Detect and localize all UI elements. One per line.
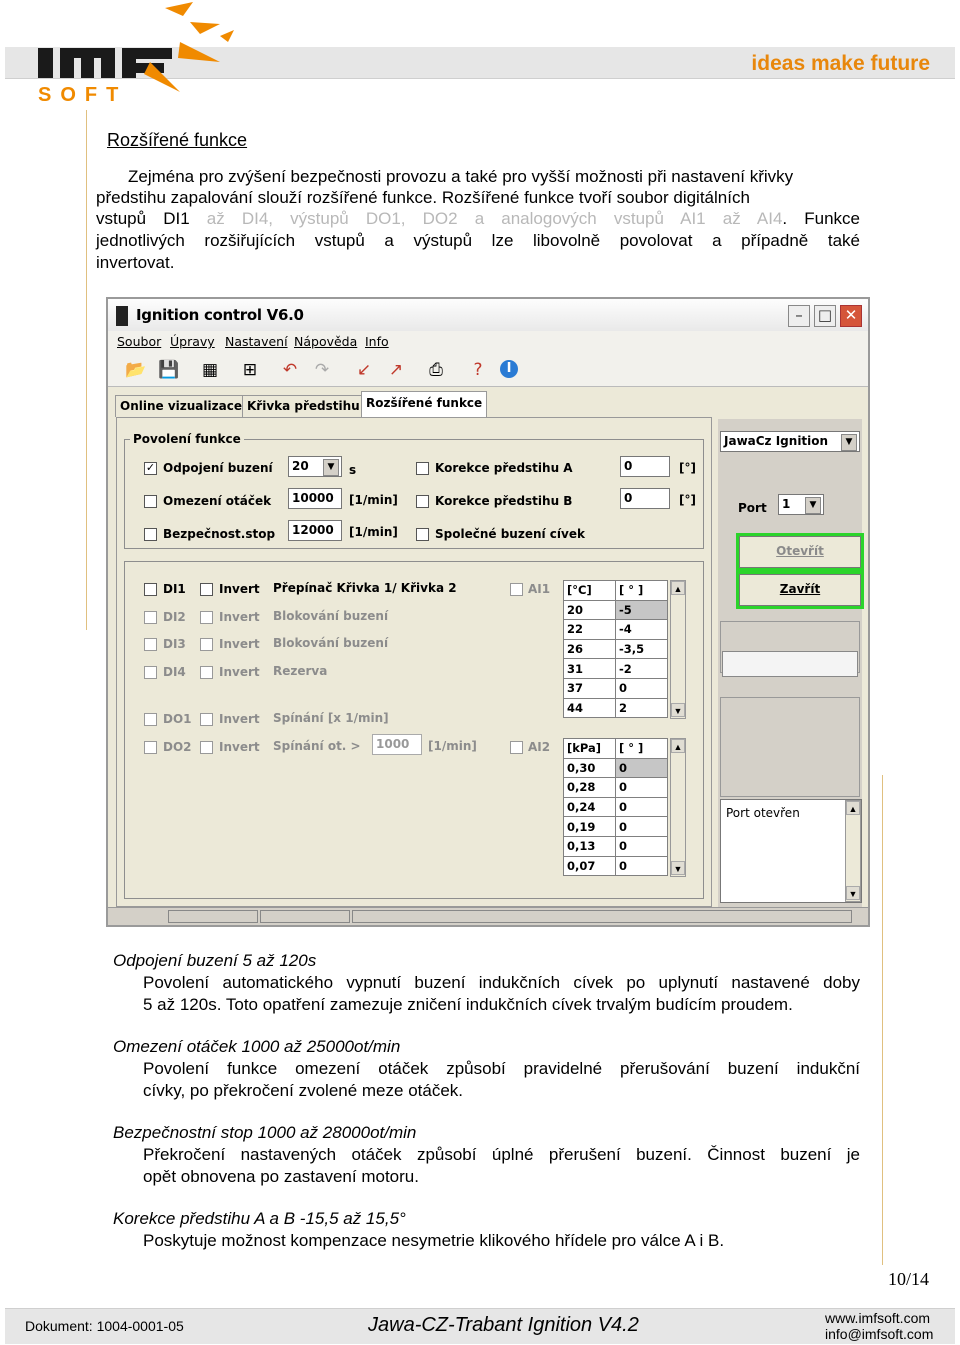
chevron-down-icon: ▼: [323, 459, 339, 476]
do2-input[interactable]: 1000: [372, 734, 422, 755]
header-cell: [kPa]: [564, 739, 616, 759]
table-row: [564, 620, 668, 640]
scroll-down-icon[interactable]: ▼: [671, 703, 685, 717]
table-cell[interactable]: 22: [564, 620, 616, 640]
do1-invert-label: Invert: [219, 712, 260, 726]
do2-description: Spínání ot. >: [273, 739, 361, 753]
do1-invert-checkbox[interactable]: [200, 713, 213, 726]
slogan: ideas make future: [751, 52, 930, 75]
chevron-down-icon: ▼: [805, 497, 821, 514]
table-row: [564, 778, 668, 798]
status-box: [720, 799, 862, 903]
table-cell[interactable]: 0: [616, 678, 668, 698]
omezeni-checkbox[interactable]: [144, 495, 157, 508]
korekce-a-label: Korekce předstihu A: [435, 461, 573, 475]
table-cell[interactable]: 44: [564, 698, 616, 718]
di2-checkbox[interactable]: [144, 611, 157, 624]
upload-arrow-icon[interactable]: ↗: [388, 360, 404, 380]
device-select[interactable]: [720, 431, 860, 452]
ai1-table: [563, 580, 668, 718]
di3-label: DI3: [163, 637, 186, 651]
maximize-icon[interactable]: □: [814, 305, 836, 327]
ai1-scrollbar[interactable]: [670, 580, 686, 719]
odpojeni-label: Odpojení buzení: [163, 461, 273, 475]
menu-bar: [108, 331, 868, 353]
close-icon[interactable]: ✕: [840, 305, 862, 327]
menu-upravy[interactable]: Úpravy: [170, 334, 215, 349]
di3-description: Blokování buzení: [273, 636, 389, 650]
do1-label: DO1: [163, 712, 192, 726]
status-cell-3: [352, 910, 852, 923]
omezeni-unit: [1/min]: [349, 493, 398, 507]
desc-text-3a: Překročení nastavených otáček způsobí úplné přerušení buzení. Činnost buzení je: [143, 1145, 860, 1164]
table-cell[interactable]: 0: [616, 817, 668, 837]
table-cell[interactable]: 37: [564, 678, 616, 698]
di4-invert-label: Invert: [219, 665, 260, 679]
scroll-down-icon[interactable]: ▼: [846, 886, 860, 900]
korekce-a-input[interactable]: 0: [620, 456, 670, 477]
footer-web[interactable]: www.imfsoft.com: [825, 1310, 931, 1326]
odpojeni-unit: s: [349, 463, 357, 477]
ai1-label: AI1: [528, 582, 551, 596]
korekce-b-label: Korekce předstihu B: [435, 494, 573, 508]
page-number: 10/14: [888, 1269, 930, 1289]
omezeni-input[interactable]: 10000: [288, 488, 342, 509]
intro-line-3: [96, 208, 860, 230]
tab-online-vizualizace[interactable]: Online vizualizace: [115, 395, 247, 417]
app-window: [106, 297, 870, 927]
table-row: [564, 639, 668, 659]
menu-napoveda[interactable]: Nápověda: [294, 334, 358, 349]
table-cell[interactable]: 0,07: [564, 856, 616, 876]
korekce-b-checkbox[interactable]: [416, 495, 429, 508]
bezpecnost-unit: [1/min]: [349, 525, 398, 539]
table-cell[interactable]: 0,30: [564, 758, 616, 778]
margin-line-left: [86, 110, 87, 630]
table-row: [564, 600, 668, 620]
download-arrow-icon[interactable]: ↙: [356, 360, 372, 380]
korekce-b-input[interactable]: 0: [620, 488, 670, 509]
print-icon[interactable]: ⎙: [429, 360, 443, 380]
intro-line-4: jednotlivých rozšiřujících vstupů a výstupů lze libovolně povolovat a případně také: [96, 231, 860, 250]
bezpecnost-input[interactable]: 12000: [288, 520, 342, 541]
di4-checkbox[interactable]: [144, 666, 157, 679]
di2-invert-checkbox[interactable]: [200, 611, 213, 624]
table-row: [564, 698, 668, 718]
table-cell[interactable]: 0,28: [564, 778, 616, 798]
table-cell[interactable]: 26: [564, 639, 616, 659]
di4-description: Rezerva: [273, 664, 328, 678]
di1-description: Přepínač Křivka 1/ Křivka 2: [273, 581, 457, 595]
company-logo: [30, 0, 245, 110]
desc-title-3: Bezpečnostní stop 1000 až 28000ot/min: [113, 1123, 417, 1142]
ai2-checkbox[interactable]: [510, 741, 523, 754]
table-row: [564, 758, 668, 778]
odpojeni-checkbox[interactable]: ✓: [145, 462, 156, 474]
save-icon[interactable]: 💾: [158, 360, 180, 380]
do1-checkbox[interactable]: [144, 713, 157, 726]
intro-line-2: předstihu zapalování slouží rozšířené funkce. Rozšířené funkce tvoří soubor digitálních: [96, 188, 750, 207]
footer-product: Jawa-CZ-Trabant Ignition V4.2: [368, 1314, 639, 1336]
tab-krivka-predstihu[interactable]: Křivka předstihu: [242, 395, 365, 417]
di1-invert-checkbox[interactable]: [200, 583, 213, 596]
port-value: 1: [782, 497, 791, 511]
korekce-b-unit: [°]: [679, 493, 696, 507]
table-cell[interactable]: -2: [616, 659, 668, 679]
table-cell[interactable]: 0,19: [564, 817, 616, 837]
omezeni-label: Omezení otáček: [163, 494, 272, 508]
table-row: [564, 797, 668, 817]
di3-checkbox[interactable]: [144, 638, 157, 651]
table-cell[interactable]: 0: [616, 797, 668, 817]
table-cell[interactable]: -4: [616, 620, 668, 640]
table-cell[interactable]: 0: [616, 778, 668, 798]
odpojeni-select[interactable]: [288, 456, 342, 477]
korekce-a-unit: [°]: [679, 461, 696, 475]
margin-line-right: [882, 775, 883, 1265]
scroll-down-icon[interactable]: ▼: [671, 861, 685, 875]
tab-rozsirene-funkce[interactable]: Rozšířené funkce: [361, 391, 487, 418]
table-cell[interactable]: 0: [616, 758, 668, 778]
desc-text-1a: Povolení automatického vypnutí buzení indukčních cívek po uplynutí nastavené doby: [143, 973, 860, 992]
odpojeni-value: 20: [292, 459, 309, 473]
di4-invert-checkbox[interactable]: [200, 666, 213, 679]
desc-text-4a: Poskytuje možnost kompenzace nesymetrie klikového hřídele pro válce A i B.: [143, 1231, 725, 1250]
ai1-checkbox[interactable]: [510, 583, 523, 596]
di2-label: DI2: [163, 610, 186, 624]
info-box-2: [722, 651, 858, 677]
di1-label: DI1: [163, 582, 186, 596]
device-select-value: JawaCz Ignition: [724, 434, 829, 448]
menu-nastaveni[interactable]: Nastavení: [225, 334, 288, 349]
info-box-3: [720, 697, 860, 797]
table-row: [564, 856, 668, 876]
desc-text-1b: 5 až 120s. Toto opatření zamezuje zničení indukčních cívek trvalým budícím proudem.: [143, 995, 793, 1014]
spolecne-label: Společné buzení cívek: [435, 527, 585, 541]
spolecne-checkbox[interactable]: [416, 528, 429, 541]
korekce-a-checkbox[interactable]: [416, 462, 429, 475]
do2-checkbox[interactable]: [144, 741, 157, 754]
footer: [5, 1308, 955, 1344]
scroll-up-icon[interactable]: ▲: [671, 581, 685, 595]
desc-text-2a: Povolení funkce omezení otáček způsobí pravidelné přerušování buzení indukční: [143, 1059, 860, 1078]
table-cell[interactable]: 0: [616, 836, 668, 856]
scroll-up-icon[interactable]: ▲: [846, 801, 860, 815]
di3-invert-checkbox[interactable]: [200, 638, 213, 651]
table-cell[interactable]: 0,13: [564, 836, 616, 856]
window-title: Ignition control V6.0: [136, 306, 304, 324]
status-scrollbar[interactable]: [845, 800, 861, 902]
table-cell[interactable]: 0,24: [564, 797, 616, 817]
chart-icon[interactable]: ⊞: [242, 360, 258, 380]
bezpecnost-checkbox[interactable]: [144, 528, 157, 541]
svg-text:SOFT: SOFT: [38, 84, 128, 106]
title-bar: [108, 299, 868, 331]
status-cell-2: [260, 910, 350, 923]
status-text: Port otevřen: [726, 806, 800, 820]
intro-3c: . Funkce: [782, 209, 860, 228]
desc-title-4: Korekce předstihu A a B -15,5 až 15,5°: [113, 1209, 406, 1228]
status-cell-1: [168, 910, 258, 923]
intro-line-5: invertovat.: [96, 253, 175, 272]
table-row: [564, 659, 668, 679]
intro-3b: až DI4, výstupů DO1, DO2 a analogových vstupů AI1 až AI4: [206, 209, 783, 228]
close-port-button[interactable]: [736, 571, 864, 609]
do2-unit: [1/min]: [428, 739, 477, 753]
do2-label: DO2: [163, 740, 192, 754]
open-folder-icon[interactable]: 📂: [125, 360, 147, 380]
desc-title-2: Omezení otáček 1000 až 25000ot/min: [113, 1037, 401, 1056]
di2-description: Blokování buzení: [273, 609, 389, 623]
header-cell: [ ° ]: [616, 581, 668, 601]
table-cell[interactable]: 0: [616, 856, 668, 876]
table-cell[interactable]: 20: [564, 600, 616, 620]
info-icon[interactable]: I: [500, 360, 518, 378]
section-title: Rozšířené funkce: [107, 130, 248, 150]
intro-line-1: Zejména pro zvýšení bezpečnosti provozu a také pro vyšší možnosti při nastavení křivky: [128, 167, 794, 186]
table-icon[interactable]: ▦: [201, 360, 219, 380]
table-cell[interactable]: -5: [616, 600, 668, 620]
table-cell[interactable]: 2: [616, 698, 668, 718]
ai2-scrollbar[interactable]: [670, 738, 686, 877]
ai2-label: AI2: [528, 740, 551, 754]
open-port-label: Otevřít: [739, 536, 861, 568]
status-bar: [108, 907, 868, 925]
scroll-up-icon[interactable]: ▲: [671, 739, 685, 753]
close-port-label: Zavřít: [739, 574, 861, 606]
minimize-icon[interactable]: –: [788, 305, 810, 327]
help-icon[interactable]: ?: [473, 360, 483, 380]
group-title: Povolení funkce: [130, 432, 244, 446]
table-row: [564, 678, 668, 698]
do2-invert-label: Invert: [219, 740, 260, 754]
undo-icon[interactable]: ↶: [282, 360, 298, 380]
header-cell: [ ° ]: [616, 739, 668, 759]
intro-3a: vstupů DI1: [96, 209, 207, 228]
desc-text-3b: opět obnovena po zastavení motoru.: [143, 1167, 419, 1186]
bezpecnost-label: Bezpečnost.stop: [163, 527, 276, 541]
di1-invert-label: Invert: [219, 582, 260, 596]
footer-document: Dokument: 1004-0001-05: [25, 1318, 184, 1334]
ai2-table: [563, 738, 668, 876]
port-label: Port: [738, 501, 767, 515]
menu-soubor[interactable]: Soubor: [117, 334, 162, 349]
chevron-down-icon: ▼: [841, 434, 857, 451]
di2-invert-label: Invert: [219, 610, 260, 624]
desc-text-2b: cívky, po překročení zvolené meze otáček.: [143, 1081, 464, 1100]
desc-title-1: Odpojení buzení 5 až 120s: [113, 951, 317, 970]
table-cell[interactable]: -3,5: [616, 639, 668, 659]
app-icon: [116, 306, 128, 326]
header-cell: [°C]: [564, 581, 616, 601]
footer-email[interactable]: info@imfsoft.com: [825, 1326, 934, 1342]
open-port-button[interactable]: [736, 533, 864, 571]
di3-invert-label: Invert: [219, 637, 260, 651]
redo-icon[interactable]: ↷: [314, 360, 330, 380]
table-row: [564, 817, 668, 837]
do2-invert-checkbox[interactable]: [200, 741, 213, 754]
port-select[interactable]: [778, 494, 824, 515]
do1-description: Spínání [x 1/min]: [273, 711, 389, 725]
menu-info[interactable]: Info: [365, 334, 389, 349]
di1-checkbox[interactable]: [144, 583, 157, 596]
table-cell[interactable]: 31: [564, 659, 616, 679]
table-row: [564, 836, 668, 856]
toolbar: [108, 353, 868, 387]
di4-label: DI4: [163, 665, 186, 679]
